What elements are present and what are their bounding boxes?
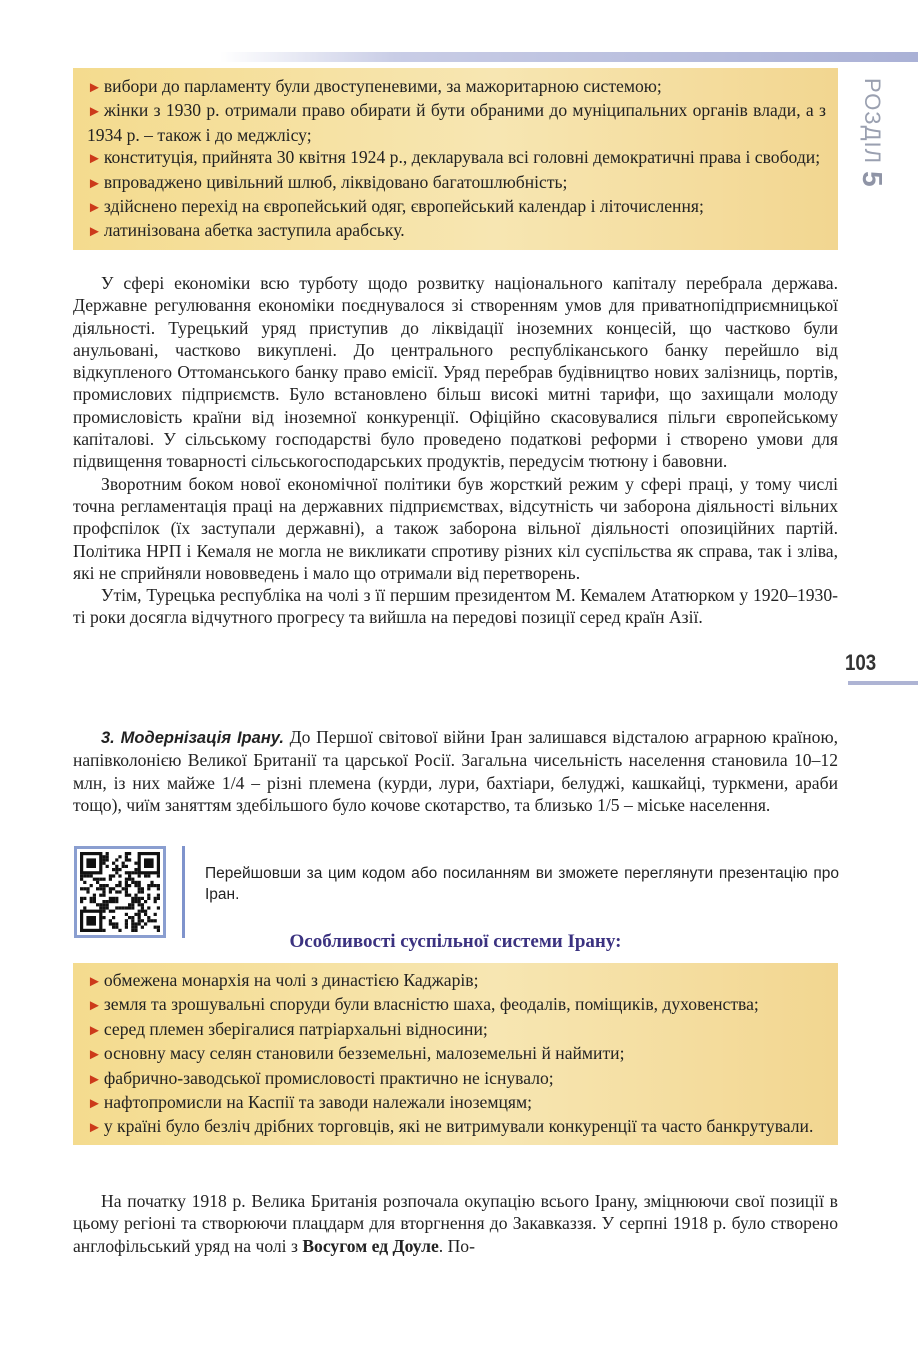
list-item: ► вибори до парламенту були двоступеневими, за мажоритарною системою;	[87, 76, 662, 96]
paragraph: Утім, Турецька республіка на чолі з її першим президентом М. Кемалем Ататюрком у 1920–1930-ті роки досягла відчутного прогресу та вийшла на передові позиції серед країн Азії.	[73, 585, 838, 628]
list-item: ► у країні було безліч дрібних торговців, які не витримували конкуренції та часто банкрутували.	[87, 1116, 814, 1137]
qr-divider	[182, 846, 185, 938]
final-text	[73, 1190, 838, 1257]
arrow-bullet-icon: ►	[87, 1047, 102, 1064]
section-title: 3. Модернізація Ірану.	[101, 729, 284, 747]
section-iran-modernization	[73, 726, 838, 816]
arrow-bullet-icon: ►	[87, 1022, 102, 1039]
list-item: ► впроваджено цивільний шлюб, ліквідовано багатошлюбність;	[87, 171, 568, 192]
list-item: ► основну масу селян становили безземельні, малоземельні й наймити;	[87, 1043, 625, 1064]
arrow-bullet-icon: ►	[87, 80, 102, 96]
arrow-bullet-icon: ►	[87, 175, 102, 192]
iran-social-heading: Особливості суспільної системи Ірану:	[289, 931, 622, 952]
list-item: ► здійснено перехід на європейський одяг, європейський календар і літочислення;	[87, 196, 704, 217]
list-item: ► нафтопромисли на Каспії та заводи належали іноземцям;	[87, 1092, 533, 1113]
bold-name: Восугом ед Доуле	[302, 1235, 439, 1256]
page-number: 103	[845, 650, 877, 675]
list-item: ► фабрично-заводської промисловості практично не існувало;	[87, 1067, 554, 1088]
qr-code-icon	[77, 849, 163, 935]
page-number-bar	[848, 681, 918, 685]
arrow-bullet-icon: ►	[87, 224, 102, 241]
reforms-box	[73, 68, 838, 250]
paragraph: На початку 1918 р. Велика Британія розпочала окупацію всього Ірану, зміцнюючи свої позиції в цьому регіоні та створюючи плацдарм для вторгнення до Закавказзя. У серпні 1918 р. було створено англофільський уряд на чолі з Восугом ед Доуле. По-	[73, 1191, 838, 1256]
arrow-bullet-icon: ►	[87, 1096, 102, 1113]
section-label-number: 5	[857, 171, 888, 188]
economy-text	[73, 272, 838, 629]
arrow-bullet-icon: ►	[87, 200, 102, 217]
qr-code[interactable]	[74, 846, 166, 938]
arrow-bullet-icon: ►	[87, 998, 102, 1015]
list-item: ► жінки з 1930 р. отримали право обирати й бути обраними до муніципальних органів влади, а з 1934 р. – також і до меджлісу;	[87, 100, 826, 145]
paragraph: У сфері економіки всю турботу щодо розвитку національного капіталу перебрала держава. Державне регулювання економіки поєднувалося зі створенням умов для приватнопідприємницької діяльності. Турецький уряд приступив до ліквідації іноземних концесій, що частково були анульовані, частково викуплені. До центрального республіканського банку перейшло від відкупленого Оттоманського банку право емісії. Уряд перебрав будівництво нових залізниць, портів, промислових підприємств. Було встановлено більш високі митні тарифи, що захищали молоду промисловість країни від іноземної конкуренції. Офіційно скасовувалися пільги європейському капіталові. У сільському господарстві було проведено податкові реформи і створено умови для підвищення товарності сільськогосподарських продуктів, передусім тютюну і бавовни.	[73, 273, 838, 472]
list-item: ► латинізована абетка заступила арабську.	[87, 220, 405, 241]
iran-features-box	[73, 963, 838, 1145]
list-item: ► земля та зрошувальні споруди були власністю шаха, феодалів, поміщиків, духовенства;	[87, 994, 759, 1015]
list-item: ► серед племен зберігалися патріархальні відносини;	[87, 1018, 488, 1039]
qr-caption: Перейшовши за цим кодом або посиланням ви зможете переглянути презентацію про Іран.	[205, 865, 839, 903]
list-item: ► конституція, прийнята 30 квітня 1924 р., декларувала всі головні демократичні права і свободи;	[87, 147, 821, 168]
section-label-word: РОЗДІЛ	[860, 78, 885, 165]
list-item: ► обмежена монархія на чолі з династією Каджарів;	[87, 970, 479, 990]
arrow-bullet-icon: ►	[87, 104, 102, 121]
section-label	[856, 78, 888, 188]
top-decorative-bar	[220, 52, 918, 62]
arrow-bullet-icon: ►	[87, 1120, 102, 1137]
paragraph: Зворотним боком нової економічної політики був жорсткий режим у сфері праці, у тому числі точна регламентація праці на державних підприємствах, відсутність чи заборона діяльності вільних профспілок (їх заступали державні), а також заборона вільної діяльності опозиційних партій. Політика НРП і Кемаля не могла не викликати спротиву різних кіл суспільства як справа, так і зліва, які не сприйняли нововведень і мало що отримали від перетворень.	[73, 473, 838, 583]
arrow-bullet-icon: ►	[87, 151, 102, 168]
arrow-bullet-icon: ►	[87, 974, 102, 990]
paragraph: 3. Модернізація Ірану. До Першої світової війни Іран залишався відсталою аграрною країною, напівколонією Великої Британії та царської Росії. Загальна чисельність населення становила 10–12 млн, із них майже 1/4 – різні племена (курди, лури, бахтіари, белуджі, кашкайці, туркмени, араби тощо), чиїм заняттям здебільшого було кочове скотарство, та близько 1/5 – міське населення.	[73, 727, 838, 815]
arrow-bullet-icon: ►	[87, 1071, 102, 1088]
